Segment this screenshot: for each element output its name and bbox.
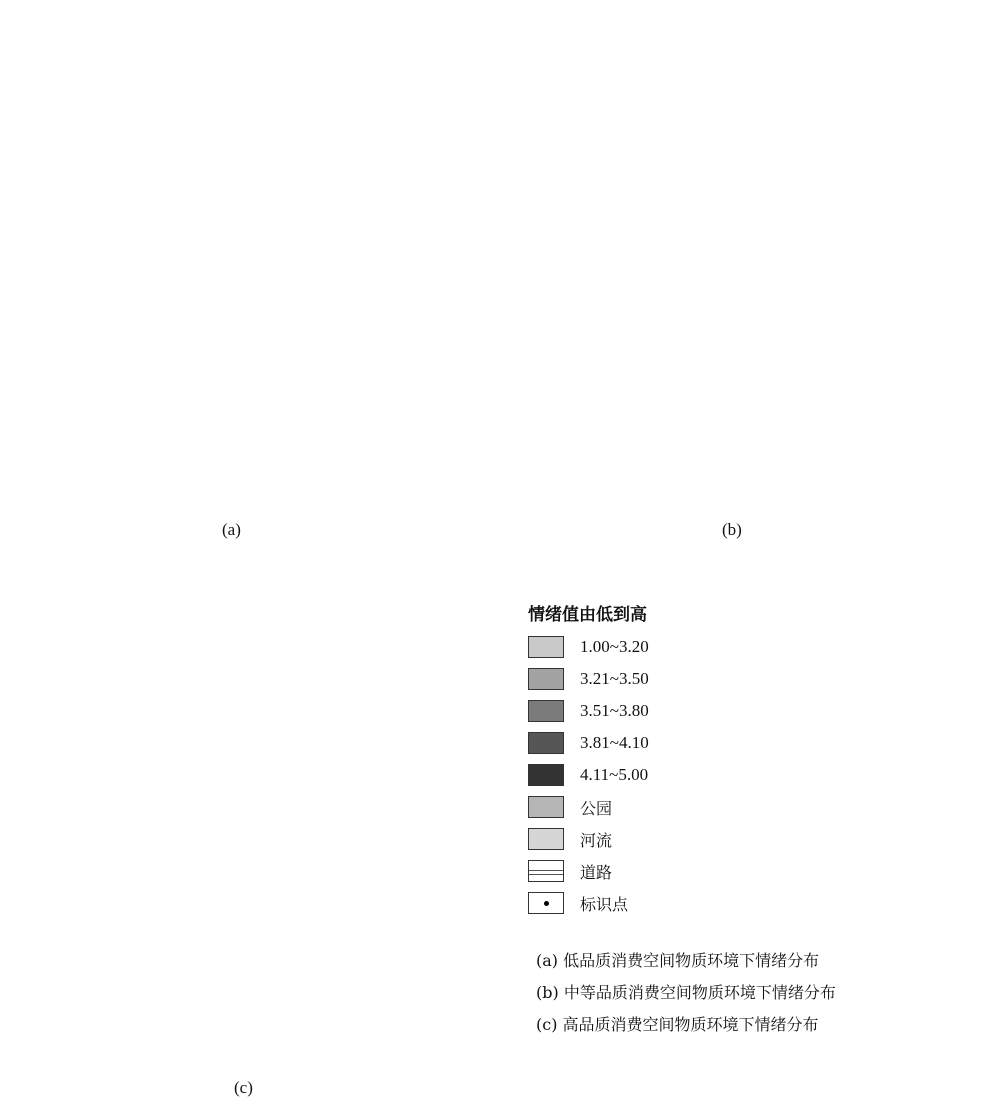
legend-title: 情绪值由低到高	[528, 605, 647, 625]
legend-item-landmark	[528, 887, 988, 919]
legend-item-park	[528, 791, 988, 823]
panel-label-b: (b)	[722, 520, 742, 539]
legend-swatch-road	[528, 860, 564, 882]
legend-swatch-river	[528, 828, 564, 850]
legend-item-3	[528, 695, 988, 727]
legend-label-park: 公园	[580, 798, 613, 818]
legend-swatch-landmark	[528, 892, 564, 914]
legend-swatch-1	[528, 636, 564, 658]
legend-swatch-5	[528, 764, 564, 786]
map-panel-b	[508, 0, 1000, 515]
legend-label-landmark: 标识点	[580, 894, 629, 914]
legend-label-4: 3.81~4.10	[580, 733, 649, 752]
legend-label-road: 道路	[580, 862, 613, 882]
legend	[528, 600, 988, 919]
legend-item-4	[528, 727, 988, 759]
legend-swatch-4	[528, 732, 564, 754]
legend-item-2	[528, 663, 988, 695]
map-b-svg	[508, 0, 1000, 515]
panel-label-a: (a)	[222, 520, 241, 539]
caption-b: (b) 中等品质消费空间物质环境下情绪分布	[536, 983, 836, 1002]
legend-label-5: 4.11~5.00	[580, 765, 649, 784]
captions	[536, 948, 836, 1044]
caption-a: (a) 低品质消费空间物质环境下情绪分布	[536, 951, 820, 970]
legend-swatch-park	[528, 796, 564, 818]
map-panel-c	[0, 552, 492, 1072]
legend-swatch-3	[528, 700, 564, 722]
legend-label-1: 1.00~3.20	[580, 637, 649, 656]
legend-item-5	[528, 759, 988, 791]
map-a-svg	[0, 0, 500, 515]
legend-label-2: 3.21~3.50	[580, 669, 649, 688]
legend-item-river	[528, 823, 988, 855]
legend-swatch-2	[528, 668, 564, 690]
panel-label-c: (c)	[234, 1078, 253, 1097]
legend-item-1	[528, 631, 988, 663]
legend-label-river: 河流	[580, 830, 613, 850]
legend-item-road	[528, 855, 988, 887]
legend-label-3: 3.51~3.80	[580, 701, 649, 720]
map-c-svg	[0, 552, 492, 1072]
map-panel-a	[0, 0, 500, 515]
caption-c: (c) 高品质消费空间物质环境下情绪分布	[536, 1015, 819, 1034]
